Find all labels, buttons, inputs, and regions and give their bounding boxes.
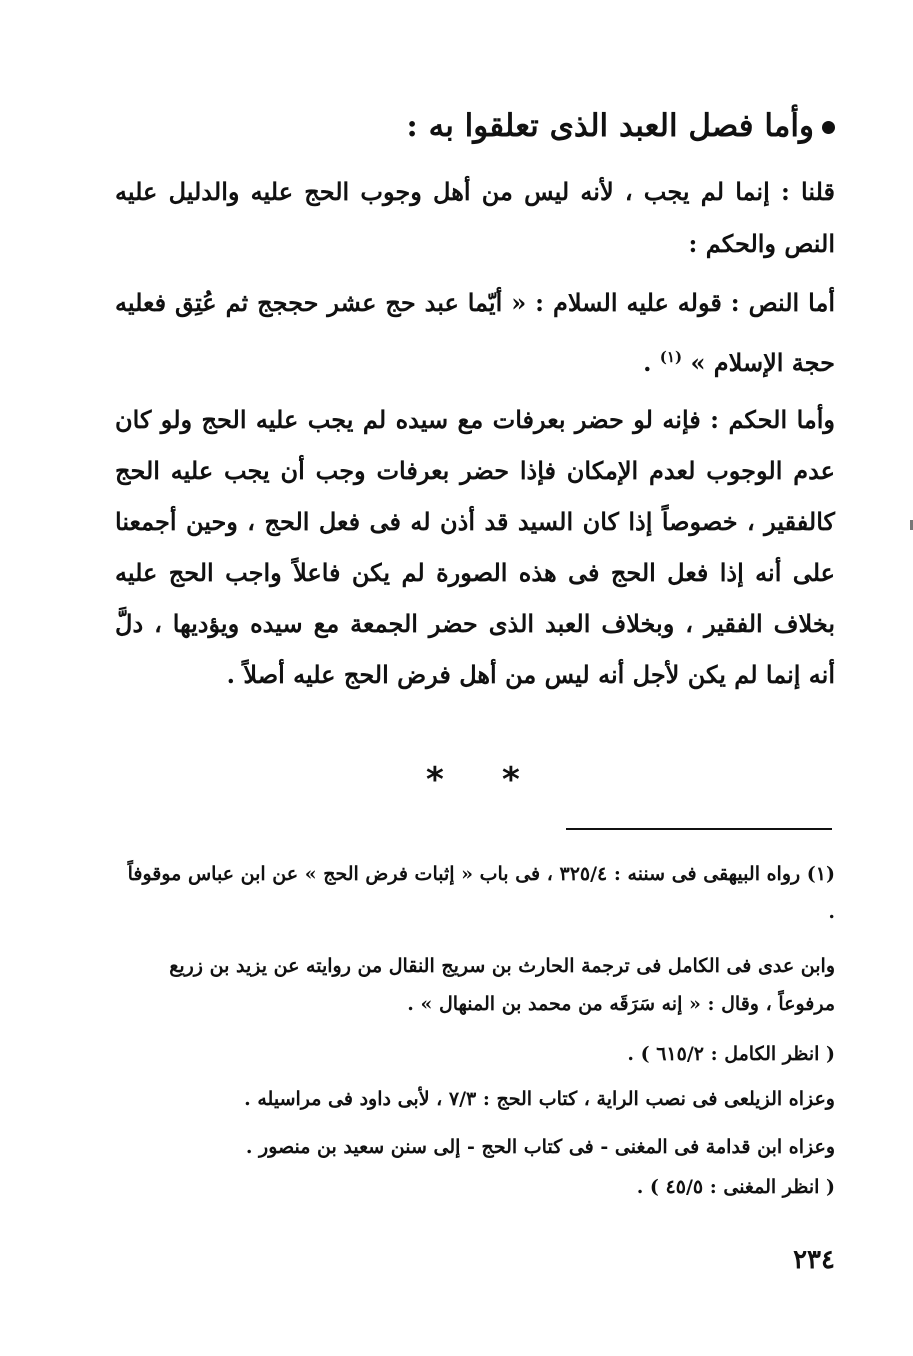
bullet-icon [822,121,835,134]
footnote-divider [566,828,832,830]
footnote-kamil-ref: ( انظر الكامل : ٦١٥/٢ ) . [627,1043,835,1065]
heading-text: وأما فصل العبد الذى تعلقوا به : [406,108,814,144]
section-heading [115,100,835,152]
sentence-end: . [643,348,652,377]
footnote-ibn-qudama: وعزاه ابن قدامة فى المغنى - فى كتاب الحج - إلى سنن سعيد بن منصور . [245,1136,835,1158]
page-number: ٢٣٤ [793,1245,835,1275]
footnote-1: (١) رواه البيهقى فى سننه : ٣٢٥/٤ ، فى باب « إثبات فرض الحج » عن ابن عباس موقوفاً . [127,863,835,923]
footnote-ibn-adi: وابن عدى فى الكامل فى ترجمة الحارث بن سريج النقال من روايته عن يزيد بن زريع مرفوعاً ، وقال : « إنه سَرَقَه من محمد بن المنهال » . [169,955,835,1015]
paragraph-ruling: وأما الحكم : فإنه لو حضر بعرفات مع سيده لم يجب عليه الحج ولو كان عدم الوجوب لعدم الإمكان فإذا حضر بعرفات وجب أن يجب عليه الحج كالفقير ، خصوصاً إذا كان السيد قد أذن له فى فعل الحج ، وحين أجمعنا على أنه إذا فعل الحج فى هذه الصورة لم يكن فاعلاً واجب الحج عليه بخلاف الفقير ، وبخلاف العبد الذى حضر الجمعة مع سيده ويؤديها ، دلَّ أنه إنما لم يكن لأجل أنه ليس من أهل فرض الحج عليه أصلاً . [115,405,835,689]
section-separator [0,760,913,800]
asterisk-icon: * [502,760,520,800]
paragraph-text-evidence [115,276,835,390]
asterisk-icon: * [426,760,444,800]
hadith-text: أما النص : قوله عليه السلام : « أيّما عبد حج عشر حججج ثم عُتِق فعليه حجة الإسلام » [115,288,835,377]
paragraph-answer: قلنا : إنما لم يجب ، لأنه ليس من أهل وجوب الحج عليه والدليل عليه النص والحكم : [115,177,835,258]
footnote-mughni-ref: ( انظر المغنى : ٤٥/٥ ) . [636,1176,835,1198]
footnote-reference[interactable]: (١) [659,348,683,366]
footnote-zaylai: وعزاه الزيلعى فى نصب الراية ، كتاب الحج : ٧/٣ ، لأبى داود فى مراسيله . [244,1088,835,1110]
